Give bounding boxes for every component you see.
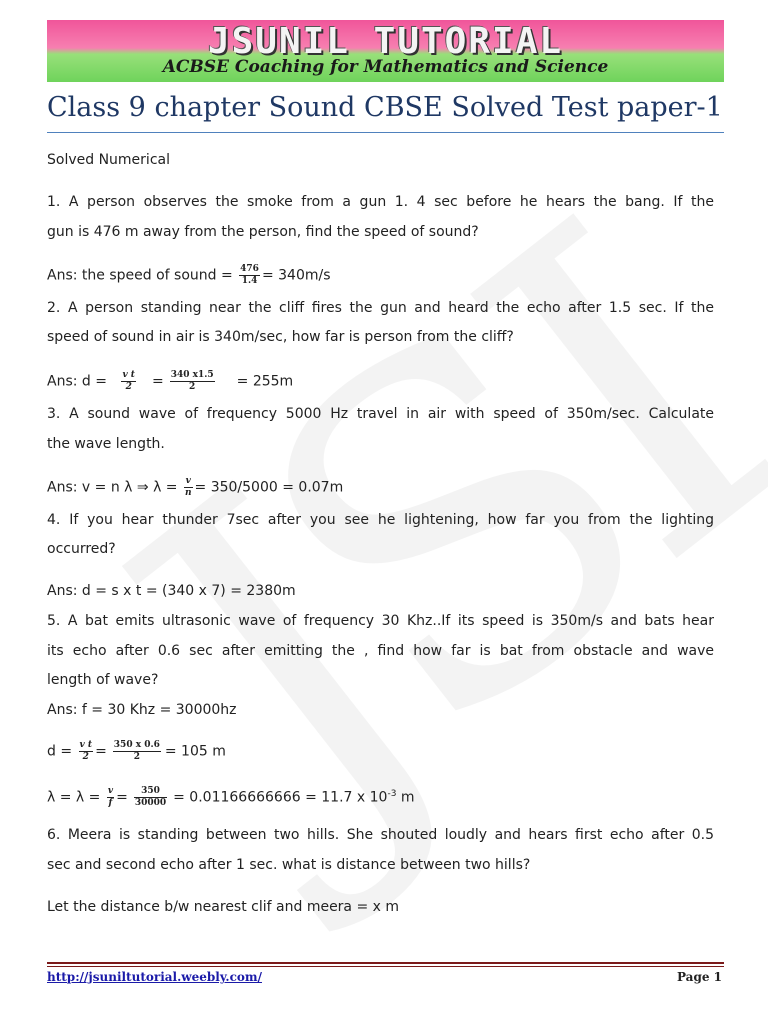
q5-l-fraction-1 — [107, 786, 114, 809]
q5-answer-distance — [47, 740, 226, 763]
q5-d-frac2-num: 350 x 0.6 — [113, 740, 160, 750]
q3-answer-suffix: = 350/5000 = 0.07m — [194, 479, 344, 496]
q1-fraction — [239, 264, 260, 287]
q5-l-frac2-den: 30000 — [134, 798, 167, 808]
q5-answer-wavelength — [47, 786, 415, 809]
q3-line2: the wave length. — [47, 436, 165, 452]
q5-answer-frequency: Ans: f = 30 Khz = 30000hz — [47, 702, 237, 718]
footer-website-link[interactable]: http://jsuniltutorial.weebly.com/ — [47, 970, 262, 984]
section-heading: Solved Numerical — [47, 152, 170, 168]
q2-line2: speed of sound in air is 340m/sec, how far is person from the cliff? — [47, 329, 514, 345]
q5-d-frac1-den: 2 — [82, 752, 89, 762]
q3-frac-num: v — [185, 476, 191, 486]
q5-line2: its echo after 0.6 sec after emitting the , find how far is bat from obstacle and wave — [47, 643, 714, 659]
footer-divider-thick — [47, 962, 724, 964]
q2-frac1-num: v t — [122, 370, 135, 380]
q5-d-frac2-den: 2 — [133, 752, 140, 762]
q2-fraction-2 — [170, 370, 215, 393]
watermark-logo — [48, 145, 768, 931]
q6-line1: 6. Meera is standing between two hills. She shouted loudly and hears first echo after 0.5 — [47, 827, 714, 843]
q5-l-frac2-num: 350 — [134, 786, 167, 798]
header-banner — [47, 20, 724, 82]
q5-l-equals: = — [116, 789, 128, 806]
q5-d-equals: = — [95, 743, 107, 760]
q1-frac-den: 1.4 — [241, 276, 258, 286]
q5-d-suffix: = 105 m — [164, 743, 226, 760]
q2-frac1-den: 2 — [125, 382, 132, 392]
q2-answer-prefix: Ans: d = — [47, 373, 112, 390]
document-title: Class 9 chapter Sound CBSE Solved Test paper-1 — [47, 92, 723, 123]
q1-line1: 1. A person observes the smoke from a gun 1. 4 sec before he hears the bang. If the — [47, 194, 714, 210]
q3-fraction — [184, 476, 193, 499]
q1-answer-suffix: = 340m/s — [261, 267, 331, 284]
q5-l-prefix: λ = λ = — [47, 789, 105, 806]
q2-frac2-den: 2 — [189, 382, 196, 392]
q5-l-fraction-2 — [134, 786, 167, 809]
q1-line2: gun is 476 m away from the person, find the speed of sound? — [47, 224, 479, 240]
title-divider — [47, 132, 724, 133]
q2-line1: 2. A person standing near the cliff fires the gun and heard the echo after 1.5 sec. If the — [47, 300, 714, 316]
q3-line1: 3. A sound wave of frequency 5000 Hz travel in air with speed of 350m/sec. Calculate — [47, 406, 714, 422]
q4-line1: 4. If you hear thunder 7sec after you see he lightening, how far you from the lighting — [47, 512, 714, 528]
q5-l-frac1-den: f — [108, 798, 113, 808]
q5-d-fraction-1 — [79, 740, 94, 763]
q5-line1: 5. A bat emits ultrasonic wave of frequency 30 Khz..If its speed is 350m/s and bats hear — [47, 613, 714, 629]
banner-title: JSUNIL TUTORIAL — [207, 21, 564, 62]
q5-l-exponent: -3 — [387, 788, 397, 799]
page-number: Page 1 — [676, 970, 722, 984]
q2-fraction-1 — [121, 370, 136, 393]
footer-divider-thin — [47, 966, 724, 967]
q2-frac2-num: 340 x1.5 — [170, 370, 214, 380]
q2-answer-suffix: = 255m — [236, 373, 294, 390]
q3-frac-den: n — [184, 488, 192, 498]
q4-line2: occurred? — [47, 541, 116, 557]
q2-answer — [47, 370, 293, 393]
q4-answer: Ans: d = s x t = (340 x 7) = 2380m — [47, 583, 296, 599]
q1-answer-prefix: Ans: the speed of sound = — [47, 267, 238, 284]
q5-l-frac1-num: v — [107, 786, 114, 796]
banner-subtitle: ACBSE Coaching for Mathematics and Science — [162, 57, 609, 77]
q1-frac-num: 476 — [240, 264, 259, 274]
q5-d-fraction-2 — [113, 740, 161, 763]
q5-d-frac1-num: v t — [79, 740, 93, 750]
q5-l-unit: m — [396, 789, 415, 806]
q1-answer — [47, 264, 331, 287]
q3-answer-prefix: Ans: v = n λ ⇒ λ = — [47, 479, 182, 496]
q5-line3: length of wave? — [47, 672, 159, 688]
q6-line2: sec and second echo after 1 sec. what is distance between two hills? — [47, 857, 531, 873]
q2-equals: = — [151, 373, 164, 390]
q5-d-prefix: d = — [47, 743, 77, 760]
q6-line3: Let the distance b/w nearest clif and meera = x m — [47, 899, 400, 915]
q5-l-suffix: = 0.01166666666 = 11.7 x 10 — [173, 789, 388, 806]
q3-answer — [47, 476, 343, 499]
